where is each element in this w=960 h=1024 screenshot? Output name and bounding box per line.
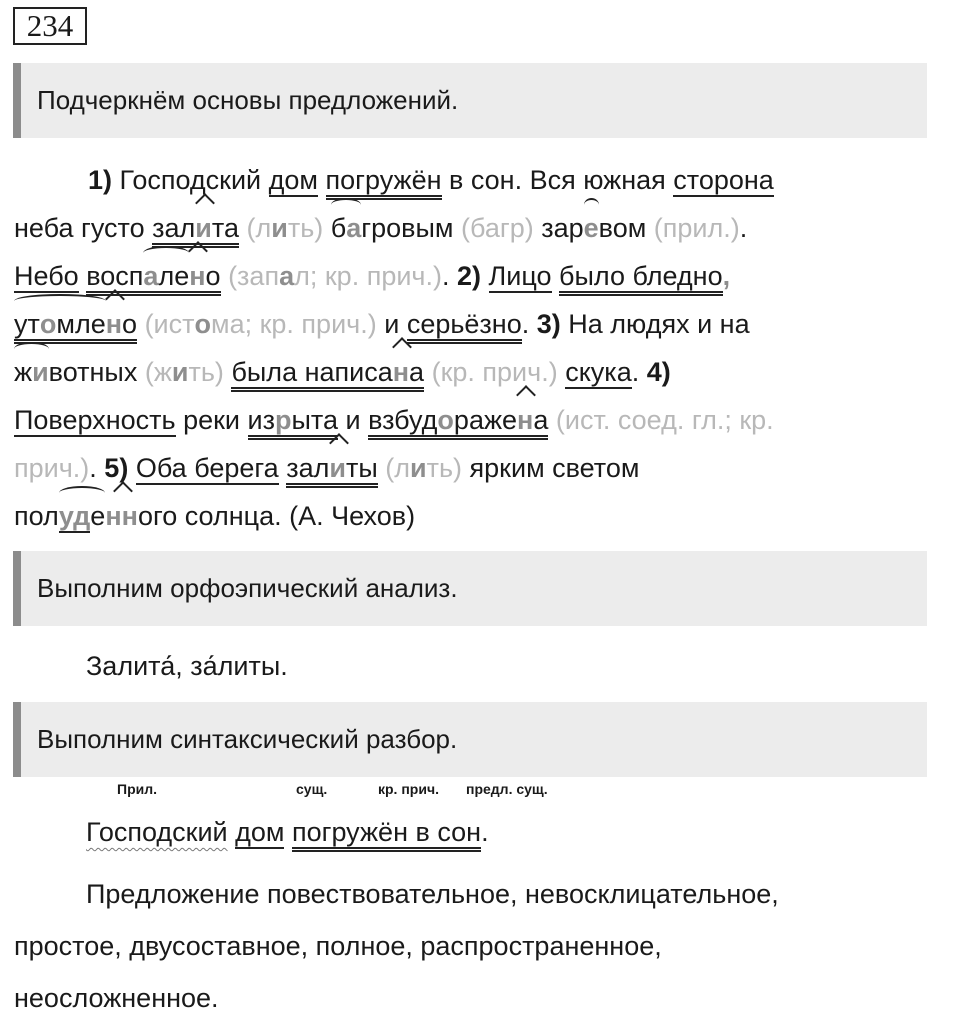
exercise-number: 234	[13, 7, 87, 45]
description-line: неосложненное.	[14, 983, 219, 1013]
check-word: (лить)	[238, 213, 324, 243]
predicate: погружён в сон	[292, 817, 481, 852]
check-word: (багр)	[453, 213, 542, 243]
text-line: прич.). 5) Оба берега залиты (лить) ярким светом	[14, 444, 942, 492]
description-line: Предложение повествовательное, невосклицательное,	[86, 879, 779, 909]
section-title-orthoepic: Выполним орфоэпический анализ.	[13, 551, 927, 626]
annotated-text	[14, 156, 942, 540]
parse-label: Прил.	[117, 781, 158, 797]
predicate: погружён	[326, 165, 442, 200]
root-arc: жи	[14, 348, 49, 396]
parsed-sentence: Господский дом погружён в сон.	[86, 808, 489, 856]
sentence-number: 3)	[536, 309, 561, 339]
predicate: воспалено	[86, 261, 220, 296]
subject: скука	[565, 357, 632, 387]
text-line: утомлено (истома; кр. прич.) и серьёзно. 3) На людях и на	[14, 300, 942, 348]
text-line: Поверхность реки изрыта и взбудоражена (ист. соед. гл.; кр.	[14, 396, 942, 444]
check-word: (лить)	[377, 453, 463, 483]
predicate: утомлено	[14, 309, 137, 344]
text-fragment: в сон. Вся южная	[441, 165, 674, 195]
section-title-syntax: Выполним синтаксический разбор.	[13, 702, 927, 777]
subject: дом	[235, 817, 285, 847]
check-word: (жить)	[137, 357, 232, 387]
predicate: было бледно	[559, 261, 723, 296]
subject: Поверхность	[14, 405, 176, 435]
sentence-number: 5)	[104, 453, 129, 483]
predicate: залита	[152, 213, 239, 248]
parse-label: сущ.	[296, 781, 328, 797]
sentence-number: 4)	[646, 357, 671, 387]
check-word: (кр. прич.)	[424, 357, 566, 387]
predicate: серьёзно	[407, 309, 522, 344]
text-fragment: Господский	[119, 165, 269, 195]
subject: Лицо	[488, 261, 552, 291]
orthoepic-words: Залита́, за́литы.	[86, 651, 288, 681]
subject: сторона	[673, 165, 774, 195]
root-arc: е	[584, 204, 599, 252]
predicate: взбудоражена	[368, 405, 548, 440]
check-word: прич.)	[14, 453, 90, 483]
text-line	[14, 156, 942, 204]
subject: дом	[268, 165, 318, 195]
predicate: изрыта	[248, 405, 338, 440]
check-word: (ист. соед. гл.; кр.	[548, 405, 774, 435]
text-line: Небо воспалено (запал; кр. прич.). 2) Лицо было бледно,	[14, 252, 942, 300]
description-line: простое, двусоставное, полное, распространенное,	[14, 931, 662, 961]
check-word: (запал; кр. прич.)	[220, 261, 442, 291]
root-arc: ба	[331, 204, 362, 252]
parse-label: предл. сущ.	[466, 781, 548, 797]
root-arc: уде	[59, 492, 106, 540]
text-line: полуденного солнца. (А. Чехов)	[14, 492, 942, 540]
predicate: залиты	[286, 453, 378, 488]
sentence-number: 2)	[457, 261, 482, 291]
sentence-description	[14, 868, 944, 1024]
text-line: животных (жить) была написана (кр. прич.) скука. 4)	[14, 348, 942, 396]
attribute-word: Господский	[86, 817, 228, 847]
parse-label: кр. прич.	[378, 781, 439, 797]
sentence-number: 1)	[88, 165, 113, 195]
subject: Небо	[14, 261, 79, 291]
text-line: неба густо залита (лить) багровым (багр) заревом (прил.).	[14, 204, 942, 252]
section-title-basics: Подчеркнём основы предложений.	[13, 63, 927, 138]
check-word: (истома; кр. прич.)	[137, 309, 377, 339]
predicate: была написана	[231, 357, 424, 392]
check-word: (прил.)	[646, 213, 740, 243]
root-vowel: и	[195, 204, 212, 252]
suffix-nn: нн	[105, 492, 138, 540]
subject: Оба берега	[135, 453, 279, 483]
text-fragment: неба густо	[14, 213, 153, 243]
